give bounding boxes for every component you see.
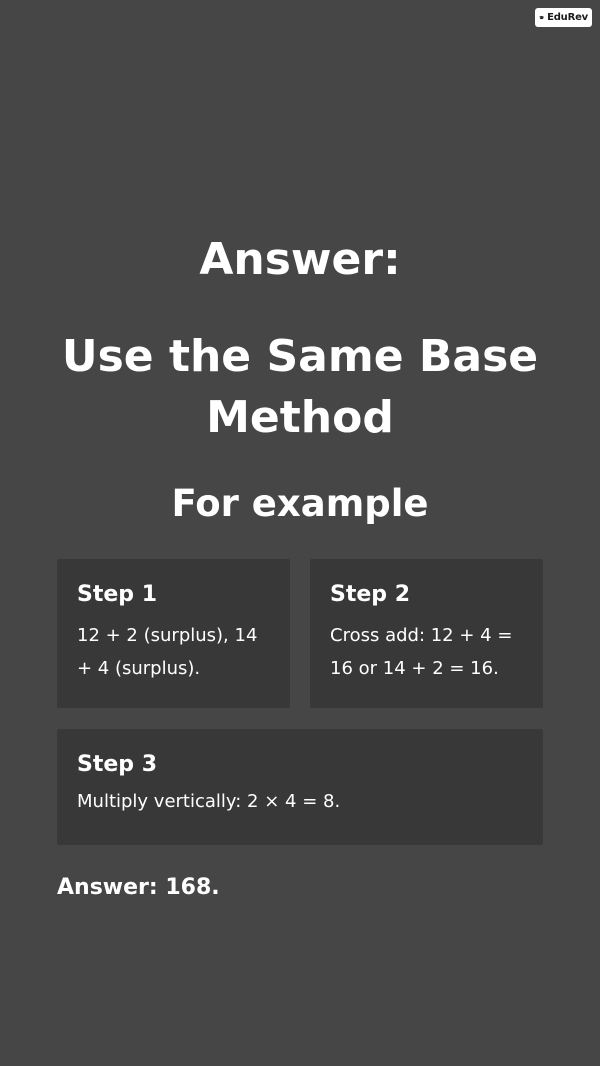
step-card-2 (310, 559, 543, 708)
logo-text: EduRev (547, 12, 588, 23)
edurev-logo (535, 8, 592, 27)
step-text: Cross add: 12 + 4 = 16 or 14 + 2 = 16. (330, 625, 513, 679)
step-card-1 (57, 559, 290, 708)
graduation-cap-icon (539, 12, 544, 24)
method-title: Use the Same Base Method (61, 331, 539, 443)
step-title: Step 3 (77, 752, 157, 777)
final-answer: Answer: 168. (57, 875, 220, 900)
answer-heading: Answer: (199, 234, 401, 285)
step-text: Multiply vertically: 2 × 4 = 8. (77, 791, 341, 812)
step-text: 12 + 2 (surplus), 14 + 4 (surplus). (77, 625, 258, 679)
step-title: Step 2 (330, 582, 410, 607)
example-heading: For example (171, 482, 429, 525)
step-title: Step 1 (77, 582, 157, 607)
step-card-3 (57, 729, 543, 845)
